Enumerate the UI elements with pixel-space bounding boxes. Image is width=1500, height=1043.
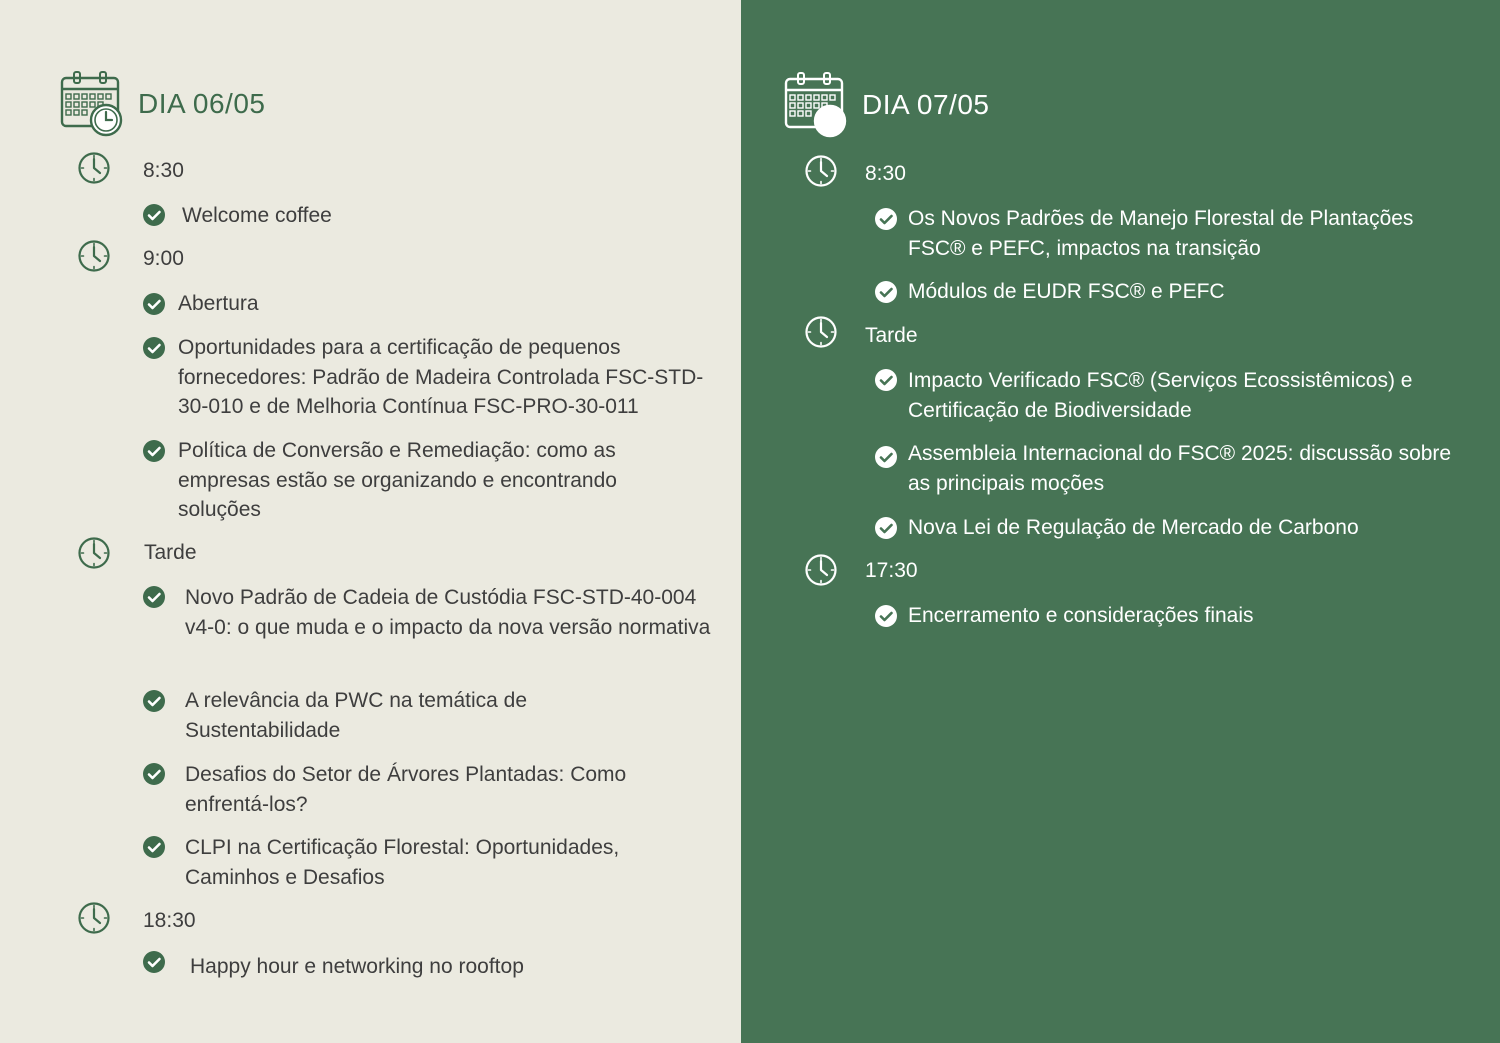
day-title: DIA 07/05 <box>862 89 990 120</box>
agenda-item: Desafios do Setor de Árvores Plantadas: Como enfrentá-los? <box>185 763 627 816</box>
day-07-panel <box>741 0 1500 1043</box>
check-circle-icon <box>875 369 897 391</box>
clock-icon <box>77 536 111 570</box>
time-label: Tarde <box>865 324 918 347</box>
time-label: 8:30 <box>143 159 184 182</box>
agenda-item: Módulos de EUDR FSC® e PEFC <box>908 280 1225 303</box>
clock-icon <box>77 151 111 185</box>
agenda-item: Oportunidades para a certificação de pequenos fornecedores: Padrão de Madeira Controlada FSC-STD-30-010 e de Melhoria Contínua FSC-PRO-30-011 <box>178 336 704 418</box>
check-circle-icon <box>143 337 165 359</box>
agenda-item: Encerramento e considerações finais <box>908 604 1254 627</box>
day-title: DIA 06/05 <box>138 88 266 119</box>
check-circle-icon <box>143 293 165 315</box>
agenda-item: A relevância da PWC na temática de Sustentabilidade <box>185 689 528 742</box>
check-circle-icon <box>143 204 165 226</box>
agenda-item: Welcome coffee <box>182 204 332 227</box>
agenda-item: Política de Conversão e Remediação: como as empresas estão se organizando e encontrando soluções <box>178 439 617 521</box>
agenda-item: Assembleia Internacional do FSC® 2025: discussão sobre as principais moções <box>908 442 1452 495</box>
time-label: 8:30 <box>865 162 906 185</box>
time-label: Tarde <box>144 541 197 564</box>
agenda-item: Happy hour e networking no rooftop <box>190 955 524 978</box>
clock-icon <box>804 553 838 587</box>
check-circle-icon <box>875 517 897 539</box>
check-circle-icon <box>143 763 165 785</box>
check-circle-icon <box>875 208 897 230</box>
clock-icon <box>804 154 838 188</box>
calendar-clock-icon <box>784 71 850 139</box>
day-06-panel <box>0 0 741 1043</box>
check-circle-icon <box>875 281 897 303</box>
agenda-item: Abertura <box>178 292 259 315</box>
check-circle-icon <box>875 446 897 468</box>
time-label: 18:30 <box>143 909 196 932</box>
check-circle-icon <box>143 690 165 712</box>
time-label: 17:30 <box>865 559 918 582</box>
agenda-item: Novo Padrão de Cadeia de Custódia FSC-STD-40-004 v4-0: o que muda e o impacto da nova versão normativa <box>185 586 711 639</box>
agenda-item: CLPI na Certificação Florestal: Oportunidades, Caminhos e Desafios <box>185 836 620 889</box>
agenda-item: Nova Lei de Regulação de Mercado de Carbono <box>908 516 1359 539</box>
check-circle-icon <box>143 440 165 462</box>
time-label: 9:00 <box>143 247 184 270</box>
check-circle-icon <box>875 605 897 627</box>
clock-icon <box>77 239 111 273</box>
check-circle-icon <box>143 836 165 858</box>
check-circle-icon <box>143 586 165 608</box>
agenda-item: Impacto Verificado FSC® (Serviços Ecossistêmicos) e Certificação de Biodiversidade <box>908 369 1413 422</box>
day-header <box>784 71 989 139</box>
agenda-item: Os Novos Padrões de Manejo Florestal de Plantações FSC® e PEFC, impactos na transição <box>908 207 1414 260</box>
clock-icon <box>804 315 838 349</box>
check-circle-icon <box>143 951 165 973</box>
clock-icon <box>77 901 111 935</box>
calendar-clock-icon <box>60 70 126 138</box>
day-header <box>60 70 265 138</box>
